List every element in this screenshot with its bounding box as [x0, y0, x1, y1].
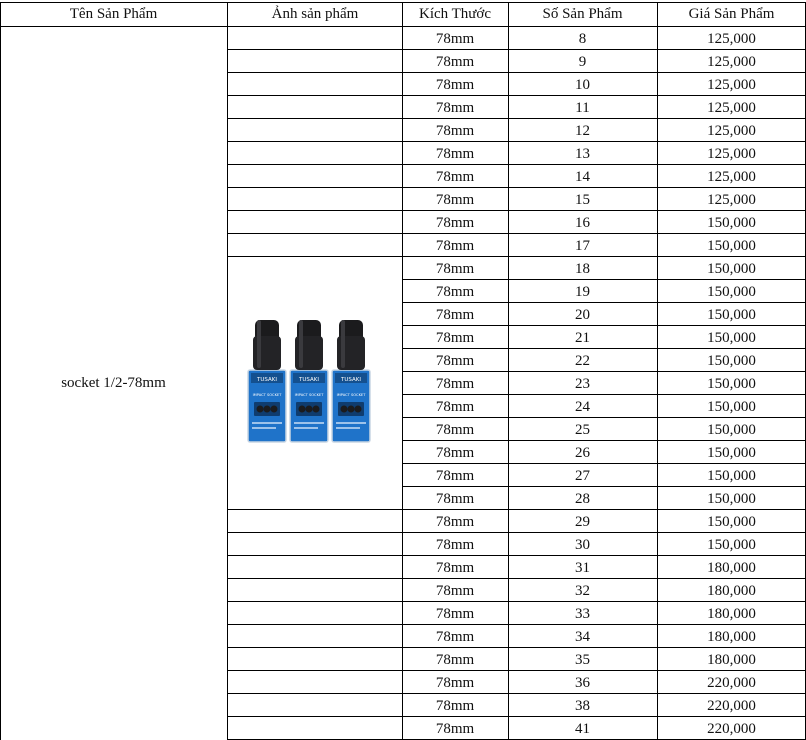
- table-rule: [227, 233, 806, 234]
- number-cell: 41: [575, 720, 590, 737]
- table-rule: [227, 647, 806, 648]
- table-rule: [0, 2, 1, 740]
- number-cell: 15: [575, 191, 590, 208]
- size-cell: 78mm: [435, 375, 475, 392]
- price-cell: 150,000: [707, 421, 756, 438]
- number-cell: 34: [575, 628, 590, 645]
- number-cell: 21: [575, 329, 590, 346]
- svg-text:IMPACT SOCKET: IMPACT SOCKET: [252, 393, 282, 397]
- svg-text:TUSAKI: TUSAKI: [341, 377, 361, 383]
- size-cell: 78mm: [435, 559, 475, 576]
- size-cell: 78mm: [435, 214, 475, 231]
- size-cell: 78mm: [435, 697, 475, 714]
- price-cell: 150,000: [707, 375, 756, 392]
- svg-text:IMPACT SOCKET: IMPACT SOCKET: [294, 393, 324, 397]
- table-rule: [227, 601, 806, 602]
- size-cell: 78mm: [435, 674, 475, 691]
- price-cell: 150,000: [707, 214, 756, 231]
- size-cell: 78mm: [435, 99, 475, 116]
- table-rule: [227, 187, 806, 188]
- size-cell: 78mm: [435, 536, 475, 553]
- number-cell: 28: [575, 490, 590, 507]
- table-rule: [227, 95, 806, 96]
- table-rule: [402, 2, 403, 740]
- number-cell: 33: [575, 605, 590, 622]
- number-cell: 31: [575, 559, 590, 576]
- product-name-cell: socket 1/2-78mm: [61, 375, 166, 391]
- table-rule: [402, 371, 806, 372]
- price-cell: 150,000: [707, 260, 756, 277]
- price-cell: 150,000: [707, 352, 756, 369]
- price-cell: 150,000: [707, 283, 756, 300]
- number-cell: 23: [575, 375, 590, 392]
- table-rule: [0, 26, 806, 27]
- table-rule: [402, 325, 806, 326]
- table-rule: [227, 578, 806, 579]
- price-cell: 180,000: [707, 628, 756, 645]
- number-cell: 17: [575, 237, 590, 254]
- table-rule: [227, 210, 806, 211]
- header-price: Giá Sản Phẩm: [688, 5, 775, 22]
- number-cell: 12: [575, 122, 590, 139]
- number-cell: 19: [575, 283, 590, 300]
- price-cell: 125,000: [707, 53, 756, 70]
- table-rule: [227, 624, 806, 625]
- svg-text:TUSAKI: TUSAKI: [257, 377, 277, 383]
- price-cell: 125,000: [707, 145, 756, 162]
- price-cell: 125,000: [707, 191, 756, 208]
- size-cell: 78mm: [435, 122, 475, 139]
- number-cell: 9: [578, 53, 587, 70]
- table-rule: [227, 532, 806, 533]
- table-rule: [657, 2, 658, 740]
- price-cell: 150,000: [707, 513, 756, 530]
- size-cell: 78mm: [435, 53, 475, 70]
- socket-box-3: [332, 320, 370, 442]
- price-cell: 150,000: [707, 306, 756, 323]
- size-cell: 78mm: [435, 329, 475, 346]
- number-cell: 24: [575, 398, 590, 415]
- number-cell: 29: [575, 513, 590, 530]
- price-cell: 150,000: [707, 329, 756, 346]
- number-cell: 16: [575, 214, 590, 231]
- number-cell: 10: [575, 76, 590, 93]
- size-cell: 78mm: [435, 76, 475, 93]
- price-cell: 180,000: [707, 559, 756, 576]
- size-cell: 78mm: [435, 283, 475, 300]
- number-cell: 35: [575, 651, 590, 668]
- price-cell: 220,000: [707, 720, 756, 737]
- price-cell: 180,000: [707, 605, 756, 622]
- table-rule: [402, 279, 806, 280]
- table-rule: [402, 463, 806, 464]
- size-cell: 78mm: [435, 651, 475, 668]
- number-cell: 22: [575, 352, 590, 369]
- size-cell: 78mm: [435, 605, 475, 622]
- header-product-number: Số Sản Phẩm: [542, 5, 623, 22]
- table-rule: [402, 302, 806, 303]
- table-rule: [227, 256, 806, 257]
- table-rule: [227, 118, 806, 119]
- price-cell: 150,000: [707, 536, 756, 553]
- number-cell: 30: [575, 536, 590, 553]
- size-cell: 78mm: [435, 490, 475, 507]
- number-cell: 20: [575, 306, 590, 323]
- header-product-image: Ảnh sản phẩm: [271, 5, 359, 22]
- size-cell: 78mm: [435, 145, 475, 162]
- table-rule: [227, 693, 806, 694]
- socket-box-1: [248, 320, 286, 442]
- price-cell: 180,000: [707, 651, 756, 668]
- size-cell: 78mm: [435, 582, 475, 599]
- number-cell: 27: [575, 467, 590, 484]
- table-rule: [227, 555, 806, 556]
- price-cell: 150,000: [707, 467, 756, 484]
- size-cell: 78mm: [435, 513, 475, 530]
- size-cell: 78mm: [435, 444, 475, 461]
- table-rule: [227, 670, 806, 671]
- price-cell: 220,000: [707, 674, 756, 691]
- size-cell: 78mm: [435, 237, 475, 254]
- number-cell: 32: [575, 582, 590, 599]
- price-cell: 150,000: [707, 444, 756, 461]
- header-size: Kích Thước: [418, 5, 492, 22]
- size-cell: 78mm: [435, 720, 475, 737]
- table-rule: [227, 2, 228, 740]
- table-rule: [508, 2, 509, 740]
- size-cell: 78mm: [435, 260, 475, 277]
- size-cell: 78mm: [435, 628, 475, 645]
- size-cell: 78mm: [435, 168, 475, 185]
- number-cell: 14: [575, 168, 590, 185]
- price-cell: 220,000: [707, 697, 756, 714]
- price-cell: 125,000: [707, 168, 756, 185]
- number-cell: 36: [575, 674, 590, 691]
- table-rule: [402, 348, 806, 349]
- table-rule: [227, 716, 806, 717]
- socket-box-2: [290, 320, 328, 442]
- table-rule: [402, 486, 806, 487]
- price-cell: 125,000: [707, 30, 756, 47]
- number-cell: 8: [578, 30, 587, 47]
- table-rule: [227, 141, 806, 142]
- size-cell: 78mm: [435, 306, 475, 323]
- size-cell: 78mm: [435, 398, 475, 415]
- size-cell: 78mm: [435, 191, 475, 208]
- price-cell: 150,000: [707, 490, 756, 507]
- table-rule: [227, 509, 806, 510]
- table-rule: [0, 2, 806, 3]
- header-product-name: Tên Sản Phẩm: [69, 5, 158, 22]
- number-cell: 25: [575, 421, 590, 438]
- product-photo: [240, 314, 374, 444]
- table-rule: [227, 49, 806, 50]
- price-cell: 125,000: [707, 76, 756, 93]
- table-rule: [402, 440, 806, 441]
- price-cell: 125,000: [707, 99, 756, 116]
- price-cell: 150,000: [707, 398, 756, 415]
- price-cell: 180,000: [707, 582, 756, 599]
- table-rule: [227, 164, 806, 165]
- table-rule: [402, 417, 806, 418]
- size-cell: 78mm: [435, 421, 475, 438]
- size-cell: 78mm: [435, 30, 475, 47]
- price-cell: 125,000: [707, 122, 756, 139]
- svg-text:IMPACT SOCKET: IMPACT SOCKET: [336, 393, 366, 397]
- price-cell: 150,000: [707, 237, 756, 254]
- number-cell: 11: [575, 99, 590, 116]
- number-cell: 13: [575, 145, 590, 162]
- size-cell: 78mm: [435, 352, 475, 369]
- svg-text:TUSAKI: TUSAKI: [299, 377, 319, 383]
- number-cell: 18: [575, 260, 590, 277]
- table-rule: [402, 394, 806, 395]
- number-cell: 38: [575, 697, 590, 714]
- table-rule: [227, 72, 806, 73]
- size-cell: 78mm: [435, 467, 475, 484]
- number-cell: 26: [575, 444, 590, 461]
